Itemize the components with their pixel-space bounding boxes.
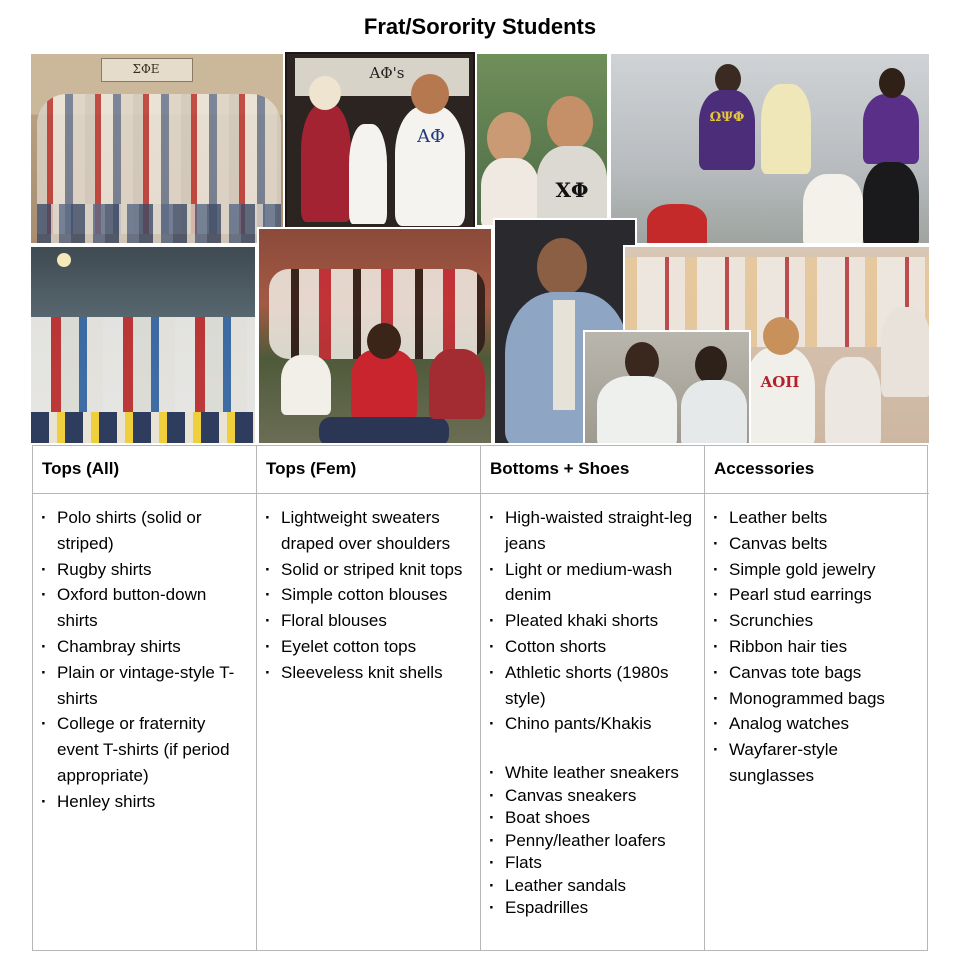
column-tops-all xyxy=(33,446,257,950)
photo-couple-chi-phi-shirt xyxy=(475,52,609,227)
photo-omega-psi-phi-brothers xyxy=(609,52,931,245)
list-item: · Cotton shorts xyxy=(489,634,698,660)
photo-men-group-indoors xyxy=(29,245,257,445)
page-title: Frat/Sorority Students xyxy=(363,14,597,39)
list-item: · Simple gold jewelry xyxy=(713,557,923,583)
photo-sign-text: AΦ's xyxy=(369,64,405,82)
list-item: · Eyelet cotton tops xyxy=(265,634,474,660)
list-item: · Canvas tote bags xyxy=(713,660,923,686)
list-item: · Pearl stud earrings xyxy=(713,582,923,608)
list-item: · Leather belts xyxy=(713,505,923,531)
list-item: · High-waisted straight-leg jeans xyxy=(489,505,698,557)
list-item: · Simple cotton blouses xyxy=(265,582,474,608)
column-header: Bottoms + Shoes xyxy=(481,446,704,494)
list-item: · College or fraternity event T-shirts (if period appropriate) xyxy=(41,711,250,788)
item-list xyxy=(257,494,480,686)
list-item: · Flats xyxy=(489,852,698,875)
photo-sorority-women-sweatshirts xyxy=(285,52,475,230)
photo-sign-text: ΣΦΕ xyxy=(132,62,160,76)
list-item: · Floral blouses xyxy=(265,608,474,634)
list-item: · Canvas sneakers xyxy=(489,785,698,808)
list-item: · Canvas belts xyxy=(713,531,923,557)
list-item: · Scrunchies xyxy=(713,608,923,634)
item-list xyxy=(705,494,929,789)
list-item: · Ribbon hair ties xyxy=(713,634,923,660)
list-item: · Solid or striped knit tops xyxy=(265,557,474,583)
list-item: · Oxford button-down shirts xyxy=(41,582,250,634)
column-header: Accessories xyxy=(705,446,929,494)
list-item: · Chambray shirts xyxy=(41,634,250,660)
list-item: · Espadrilles xyxy=(489,897,698,920)
list-item: · Polo shirts (solid or striped) xyxy=(41,505,250,557)
list-item: · Chino pants/Khakis xyxy=(489,711,698,737)
column-accessories xyxy=(705,446,929,950)
list-item: · White leather sneakers xyxy=(489,762,698,785)
photo-shirt-letters: XΦ xyxy=(555,178,589,202)
column-header: Tops (All) xyxy=(33,446,256,494)
photo-sorority-women-hand-signs xyxy=(257,227,493,445)
list-item: · Lightweight sweaters draped over shoulders xyxy=(265,505,474,557)
list-item: · Henley shirts xyxy=(41,789,250,815)
list-item: · Penny/leather loafers xyxy=(489,830,698,853)
photo-shirt-letters: AΦ xyxy=(417,126,445,147)
list-item: · Athletic shorts (1980s style) xyxy=(489,660,698,712)
item-list-shoes xyxy=(481,762,704,920)
photo-collage xyxy=(29,52,931,445)
list-item: · Monogrammed bags xyxy=(713,686,923,712)
photo-fraternity-group-porch xyxy=(29,52,285,245)
column-header: Tops (Fem) xyxy=(257,446,480,494)
item-list-bottoms xyxy=(481,494,704,737)
photo-shirt-letters: AOΠ xyxy=(760,373,800,391)
list-item: · Analog watches xyxy=(713,711,923,737)
list-item: · Light or medium-wash denim xyxy=(489,557,698,609)
list-item: · Rugby shirts xyxy=(41,557,250,583)
column-bottoms-shoes xyxy=(481,446,705,950)
list-item: · Leather sandals xyxy=(489,875,698,898)
list-item: · Plain or vintage-style T-shirts xyxy=(41,660,250,712)
item-list xyxy=(33,494,256,815)
list-item: · Boat shoes xyxy=(489,807,698,830)
photo-shirt-letters: ΩΨΦ xyxy=(709,110,745,125)
column-tops-fem xyxy=(257,446,481,950)
list-item: · Pleated khaki shorts xyxy=(489,608,698,634)
photo-two-women-sweaters xyxy=(583,330,751,445)
clothing-table xyxy=(32,445,928,951)
list-item: · Wayfarer-style sunglasses xyxy=(713,737,923,789)
list-item: · Sleeveless knit shells xyxy=(265,660,474,686)
